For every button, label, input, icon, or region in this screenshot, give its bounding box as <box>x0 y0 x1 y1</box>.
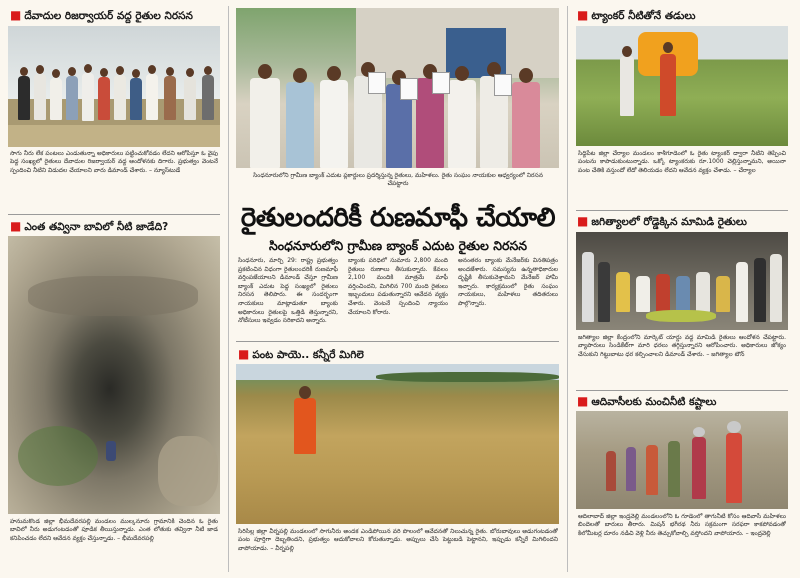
heading-well: ■ ఎంత తవ్వినా బావిలో నీటి జాడేది? <box>10 219 169 233</box>
section-divider <box>576 210 788 211</box>
bullet-marker-icon: ■ <box>577 394 589 408</box>
caption-bank-protest: సింధనూరులోని గ్రామీణ బ్యాంక్ ఎదుట ప్లకార్డులు ప్రదర్శిస్తున్న రైతులు, మహిళలు. రైతు సంఘం నాయకుల ఆధ్వర్యంలో నిరసన చేపట్టారు <box>253 172 543 188</box>
photo-tanker-irrigation <box>576 26 788 146</box>
bullet-marker-icon: ■ <box>577 8 589 22</box>
photo-dry-well <box>8 236 220 514</box>
article-column-2: బ్యాంకు పరిధిలో సుమారు 2,800 మంది రైతులు రుణాలు తీసుకున్నారు. కేవలం 2,100 మందికి మాత్రమే మాఫీ వర్తించిందని, మిగిలిన 700 మంది రైతులు ఇబ్బందులు పడుతున్నారని ఆవేదన వ్యక్తం చేశారు. వెంటనే స్పందించి న్యాయం చేయాలని కోరారు. <box>348 257 448 316</box>
heading-crop-loss: ■ పంట పాయె.. కన్నీరే మిగిలె <box>238 347 364 361</box>
caption-mango-protest: జగిత్యాల జిల్లా కేంద్రంలోని మార్కెట్ యార్డు వద్ద మామిడి రైతులు ఆందోళన చేపట్టారు. వ్యాపారులు సిండికేట్‌గా మారి ధరలు తగ్గిస్తున్నారని ఆరోపించారు. అధికారులు జోక్యం చేసుకుని గిట్టుబాటు ధర కల్పించాలని డిమాండ్ చేశారు. – జగిత్యాల టౌన్ <box>578 334 786 358</box>
photo-mango-protest <box>576 232 788 330</box>
caption-tanker: సిద్దిపేట జిల్లా చేర్యాల మండలం కాశీగూడెంలో ఓ రైతు ట్యాంకర్ ద్వారా నీటిని తెప్పించి పంటను కాపాడుకుంటున్నాడు. ఒక్కో ట్యాంకరుకు రూ.1000 చెల్లిస్తున్నామని, అయినా పంట చేతికి వస్తుందో లేదో తెలియడం లేదని ఆవేదన వ్యక్తం చేశాడు. – చేర్యాల <box>578 150 786 174</box>
photo-dry-field <box>236 364 559 524</box>
heading-tribal-water: ■ ఆదివాసీలకు మంచినీటి కష్టాలు <box>577 394 717 408</box>
column-divider <box>567 6 568 572</box>
sub-headline: సింధనూరులోని గ్రామీణ బ్యాంక్ ఎదుట రైతుల నిరసన <box>268 238 528 253</box>
section-divider <box>236 341 559 342</box>
caption-dry-field: సిరిసిల్ల జిల్లా వీర్నపల్లి మండలంలో సాగునీరు అందక ఎండిపోయిన వరి పొలంలో ఆవేదనతో నిలుచున్న రైతు. బోరుబావులు అడుగంటడంతో పంట పూర్తిగా దెబ్బతిందని, ప్రభుత్వం ఆదుకోవాలని కోరుతున్నాడు. అప్పులు చేసి పెట్టుబడి పెట్టానని, ఇప్పుడు కన్నీరే మిగిలిందని వాపోయాడు. – వీర్నపల్లి <box>238 528 558 552</box>
bullet-marker-icon: ■ <box>238 347 250 361</box>
caption-devadula: సాగు నీరు లేక పంటలు ఎండుతున్నా అధికారులు పట్టించుకోవడం లేదని ఆరోపిస్తూ ఓ వైపు పెద్ద సంఖ్యలో రైతులు దేవాదుల రిజర్వాయర్ వద్ద ఆందోళనకు దిగారు. ప్రభుత్వం వెంటనే స్పందించి నీటిని విడుదల చేయాలని వారు డిమాండ్ చేశారు. – న్యూస్‌టుడే <box>10 150 218 174</box>
article-column-1: సింధనూరు, మార్చి 29: రాష్ట్ర ప్రభుత్వం ప్రకటించిన విధంగా రైతులందరికీ రుణమాఫీ వర్తింపజేయాలని డిమాండ్ చేస్తూ గ్రామీణ బ్యాంక్ ఎదుట పెద్ద సంఖ్యలో రైతులు నిరసన తెలిపారు. ఈ సందర్భంగా నాయకులు మాట్లాడుతూ బ్యాంకు అధికారులు రైతులపై ఒత్తిడి తెస్తున్నారని, నోటీసులు ఇవ్వడం సరికాదని అన్నారు. <box>238 257 338 325</box>
heading-devadula: ■ దేవాదుల రిజర్వాయర్ వద్ద రైతుల నిరసన <box>10 8 193 22</box>
bullet-marker-icon: ■ <box>10 8 22 22</box>
heading-tanker: ■ ట్యాంకర్ నీటితోనే తడులు <box>577 8 696 22</box>
heading-mango-farmers: ■ జగిత్యాలలో రోడ్డెక్కిన మామిడి రైతులు <box>577 214 747 228</box>
article-column-3: అనంతరం బ్యాంకు మేనేజర్‌కు వినతిపత్రం అందజేశారు. సమస్యను ఉన్నతాధికారుల దృష్టికి తీసుకువెళ్తామని మేనేజర్ హామీ ఇచ్చారు. కార్యక్రమంలో రైతు సంఘం నాయకులు, మహిళలు తదితరులు పాల్గొన్నారు. <box>458 257 558 307</box>
caption-well: హనుమకొండ జిల్లా భీమదేవరపల్లి మండలం ముల్కనూరు గ్రామానికి చెందిన ఓ రైతు బావిలో నీరు అడుగంటడంతో పూడిక తీయిస్తున్నాడు. ఎంత లోతుకు తవ్వినా నీటి జాడ కనిపించడం లేదని ఆవేదన వ్యక్తం చేస్తున్నాడు. – భీమదేవరపల్లి <box>10 518 218 542</box>
section-divider <box>576 390 788 391</box>
section-divider <box>8 214 220 215</box>
bullet-marker-icon: ■ <box>577 214 589 228</box>
bullet-marker-icon: ■ <box>10 219 22 233</box>
photo-bank-protest <box>236 8 559 168</box>
caption-water-queue: ఆదిలాబాద్ జిల్లా ఇంద్రవెల్లి మండలంలోని ఓ గూడెంలో తాగునీటి కోసం ఆదివాసీ మహిళలు బిందెలతో బారులు తీరారు. మిషన్ భగీరథ నీరు సక్రమంగా సరఫరా కాకపోవడంతో కిలోమీటర్ల దూరం నడిచి వెళ్లి నీరు తెచ్చుకోవాల్సి వస్తోందని వాపోయారు. – ఇంద్రవెల్లి <box>578 513 786 537</box>
column-divider <box>228 6 229 572</box>
photo-farmers-protest <box>8 26 220 147</box>
photo-water-queue <box>576 411 788 509</box>
headline: రైతులందరికీ రుణమాఫీ చేయాలి <box>240 203 556 233</box>
